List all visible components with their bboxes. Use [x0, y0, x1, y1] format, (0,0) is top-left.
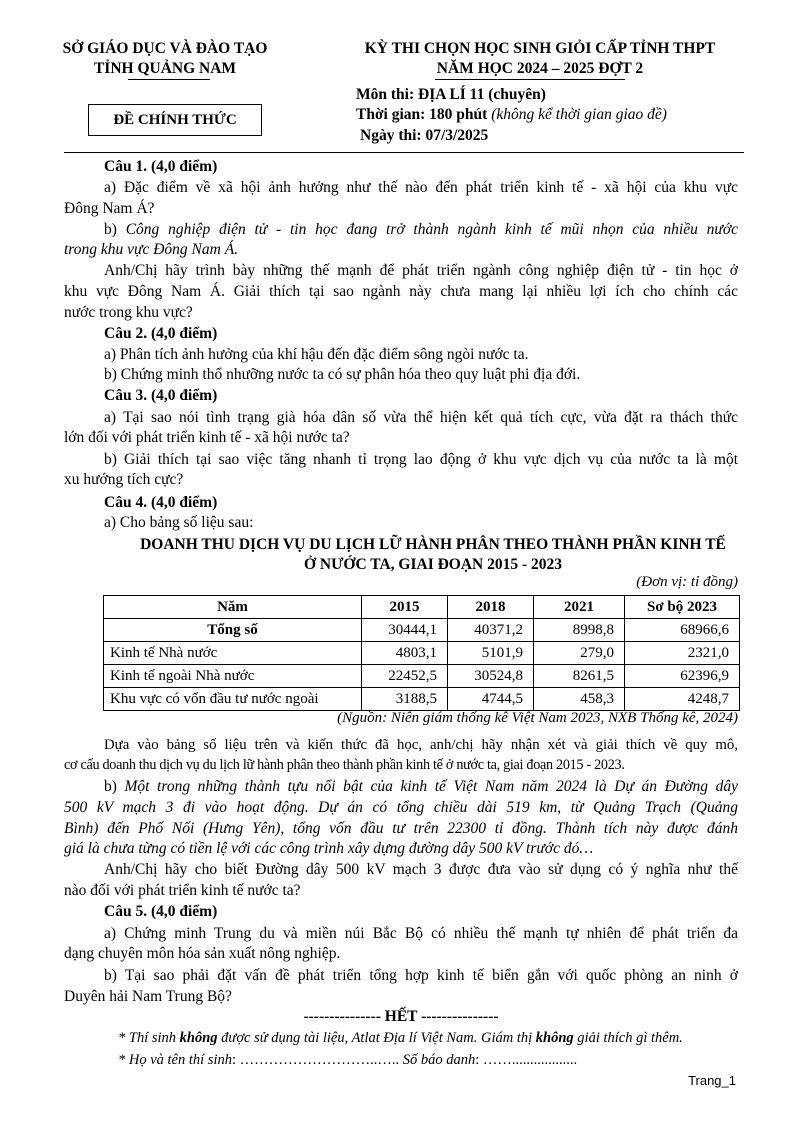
table-cell: 8998,8 [534, 619, 625, 642]
q5a-line-1: a) Chứng minh Trung du và miền núi Bắc Bộ có nhiều thế mạnh tự nhiên để phát triển đa [104, 925, 738, 942]
table-cell: 5101,9 [448, 642, 534, 665]
q4b-prefix: b) [104, 778, 125, 795]
q4b-quote-1: Một trong những thành tựu nổi bật của kinh tế Việt Nam năm 2024 là Dự án Đường dây [124, 778, 738, 795]
table-cell: 4803,1 [362, 642, 448, 665]
table-cell: 62396,9 [625, 665, 740, 688]
q3b-line-2: xu hướng tích cực? [64, 471, 184, 488]
note2-name-dots: : ………………………..….. [231, 1052, 403, 1068]
table-cell: 2321,0 [625, 642, 740, 665]
q1b-line-2: trong khu vực Đông Nam Á. [64, 241, 239, 258]
table-cell: 8261,5 [534, 665, 625, 688]
q3a-line-1: a) Tại sao nói tình trạng già hóa dân số vừa thể hiện kết quả tích cực, vừa đặt ra thách thức [104, 409, 738, 426]
table-title-line-2: Ở NƯỚC TA, GIAI ĐOẠN 2015 - 2023 [303, 556, 563, 573]
q4b-line-1 [104, 778, 738, 796]
note2-id-label: Số báo danh [402, 1052, 476, 1068]
table-cell: 68966,6 [625, 619, 740, 642]
footer-note-2 [118, 1052, 577, 1069]
table-header-row [104, 596, 740, 619]
footer-note-1 [118, 1030, 683, 1047]
question-1-title: Câu 1. (4,0 điểm) [104, 158, 218, 175]
q1b-prefix: b) [104, 221, 126, 238]
note1-part-c: được sử dụng tài liệu, Atlat Địa lí Việt Nam. Giám thị [217, 1030, 536, 1046]
header-2021: 2021 [534, 596, 625, 619]
row-label: Kinh tế Nhà nước [104, 642, 362, 665]
note2-name-label: * Họ và tên thí sinh [118, 1052, 232, 1068]
table-source: (Nguồn: Niên giám thống kê Việt Nam 2023, NXB Thống kê, 2024) [337, 710, 738, 726]
exam-date: Ngày thi: 07/3/2025 [360, 127, 489, 144]
q2a: a) Phân tích ảnh hưởng của khí hậu đến đặc điểm sông ngòi nước ta. [104, 346, 529, 363]
exam-line-1: KỲ THI CHỌN HỌC SINH GIỎI CẤP TỈNH THPT [364, 40, 716, 57]
q3a-line-2: lớn đối với phát triển kinh tế - xã hội nước ta? [64, 429, 350, 446]
time-note: (không kể thời gian giao đề) [487, 106, 667, 123]
q4b-line-3: Bình) đến Phố Nối (Hưng Yên), tổng vốn đầu tư trên 22300 tỉ đồng. Thành tích này được đánh [64, 820, 738, 837]
note2-id-dots: : …….................. [475, 1052, 578, 1068]
table-title-line-1: DOANH THU DỊCH VỤ DU LỊCH LỮ HÀNH PHÂN THEO THÀNH PHẦN KINH TẾ [140, 536, 726, 553]
time-line [356, 106, 667, 124]
table-unit: (Đơn vị: tỉ đồng) [636, 574, 738, 590]
table-cell: 458,3 [534, 688, 625, 711]
q1a-line-2: Đông Nam Á? [64, 200, 155, 217]
department-underline [128, 79, 210, 80]
table-cell: 4248,7 [625, 688, 740, 711]
time-label: Thời gian: 180 phút [356, 106, 488, 123]
table-cell: 30444,1 [362, 619, 448, 642]
q1c-line-3: nước trong khu vực? [64, 304, 193, 321]
q1c-line-1: Anh/Chị hãy trình bày những thế mạnh để phát triển ngành công nghiệp điện tử - tin học ở [104, 262, 738, 279]
revenue-table [103, 595, 740, 711]
table-cell: 40371,2 [448, 619, 534, 642]
question-5-title: Câu 5. (4,0 điểm) [104, 903, 218, 920]
header-2018: 2018 [448, 596, 534, 619]
table-cell: 3188,5 [362, 688, 448, 711]
q1a-line-1: a) Đặc điểm về xã hội ảnh hưởng như thế nào đến phát triển kinh tế - xã hội của khu vực [104, 179, 738, 196]
table-title [64, 535, 794, 575]
row-label: Tổng số [104, 619, 362, 642]
department-name [40, 39, 290, 79]
official-exam-box [88, 104, 262, 136]
q4b-task-line-1: Anh/Chị hãy cho biết Đường dây 500 kV mạch 3 được đưa vào sử dụng có ý nghĩa như thế [104, 861, 738, 878]
table-row [104, 619, 740, 642]
question-4-title: Câu 4. (4,0 điểm) [104, 494, 218, 511]
q4b-task-line-2: nào đối với phát triển kinh tế nước ta? [64, 882, 301, 899]
subject-line: Môn thi: ĐỊA LÍ 11 (chuyên) [356, 86, 546, 103]
question-3-title: Câu 3. (4,0 điểm) [104, 387, 218, 404]
note1-part-d: không [535, 1030, 574, 1046]
q4a-intro: a) Cho bảng số liệu sau: [104, 514, 254, 531]
q1b-line-1 [104, 221, 738, 239]
row-label: Kinh tế ngoài Nhà nước [104, 665, 362, 688]
end-marker: --------------- HẾT --------------- [303, 1008, 499, 1025]
header-year: Năm [104, 596, 362, 619]
table-cell: 4744,5 [448, 688, 534, 711]
q4a-task-line-1: Dựa vào bảng số liệu trên và kiến thức đã học, anh/chị hãy nhận xét và giải thích về quy mô, [104, 737, 738, 753]
row-label: Khu vực có vốn đầu tư nước ngoài [104, 688, 362, 711]
q4b-line-4: giá là chưa từng có tiền lệ với các công trình xây dựng đường dây 500 kV trước đó… [64, 840, 594, 857]
exam-name [330, 39, 750, 79]
table-cell: 279,0 [534, 642, 625, 665]
header-2015: 2015 [362, 596, 448, 619]
q4a-task-line-2: cơ cấu doanh thu dịch vụ du lịch lữ hành phân theo thành phần kinh tế ở nước ta, giai đoạn 2015 - 2023. [64, 757, 625, 773]
table-row [104, 688, 740, 711]
table-row [104, 665, 740, 688]
q5a-line-2: dạng chuyên môn hóa sản xuất nông nghiệp. [64, 945, 341, 962]
page-number: Trang_1 [688, 1073, 736, 1088]
table-cell: 30524,8 [448, 665, 534, 688]
q2b: b) Chứng minh thổ nhưỡng nước ta có sự phân hóa theo quy luật phi địa đới. [104, 366, 581, 383]
question-2-title: Câu 2. (4,0 điểm) [104, 325, 218, 342]
exam-line-2: NĂM HỌC 2024 – 2025 ĐỢT 2 [436, 60, 644, 77]
department-line-1: SỞ GIÁO DỤC VÀ ĐÀO TẠO [62, 40, 268, 57]
note1-part-b: không [179, 1030, 218, 1046]
q5b-line-2: Duyên hải Nam Trung Bộ? [64, 988, 232, 1005]
q1c-line-2: khu vực Đông Nam Á. Giải thích tại sao ngành này chưa mang lại nhiều lợi ích cho chính các [64, 283, 738, 300]
official-exam-label: ĐỀ CHÍNH THỨC [113, 112, 237, 128]
q4b-line-2: 500 kV mạch 3 đi vào hoạt động. Dự án có tổng chiều dài 519 km, từ Quảng Trạch (Quảng [64, 799, 738, 816]
exam-underline [435, 79, 625, 80]
table-row [104, 642, 740, 665]
table-cell: 22452,5 [362, 665, 448, 688]
header-2023: Sơ bộ 2023 [625, 596, 740, 619]
note1-part-e: giải thích gì thêm. [573, 1030, 683, 1046]
q3b-line-1: b) Giải thích tại sao việc tăng nhanh tỉ trọng lao động ở khu vực dịch vụ của nước ta là một [104, 451, 738, 468]
q1b-quote-1: Công nghiệp điện tử - tin học đang trở thành ngành kinh tế mũi nhọn của nhiều nước [125, 221, 738, 238]
header-divider [64, 152, 744, 153]
note1-part-a: * Thí sinh [118, 1030, 180, 1046]
department-line-2: TỈNH QUẢNG NAM [93, 60, 237, 77]
q5b-line-1: b) Tại sao phải đặt vấn đề phát triển tổng hợp kinh tế biển gắn với quốc phòng an ninh ở [104, 967, 738, 984]
